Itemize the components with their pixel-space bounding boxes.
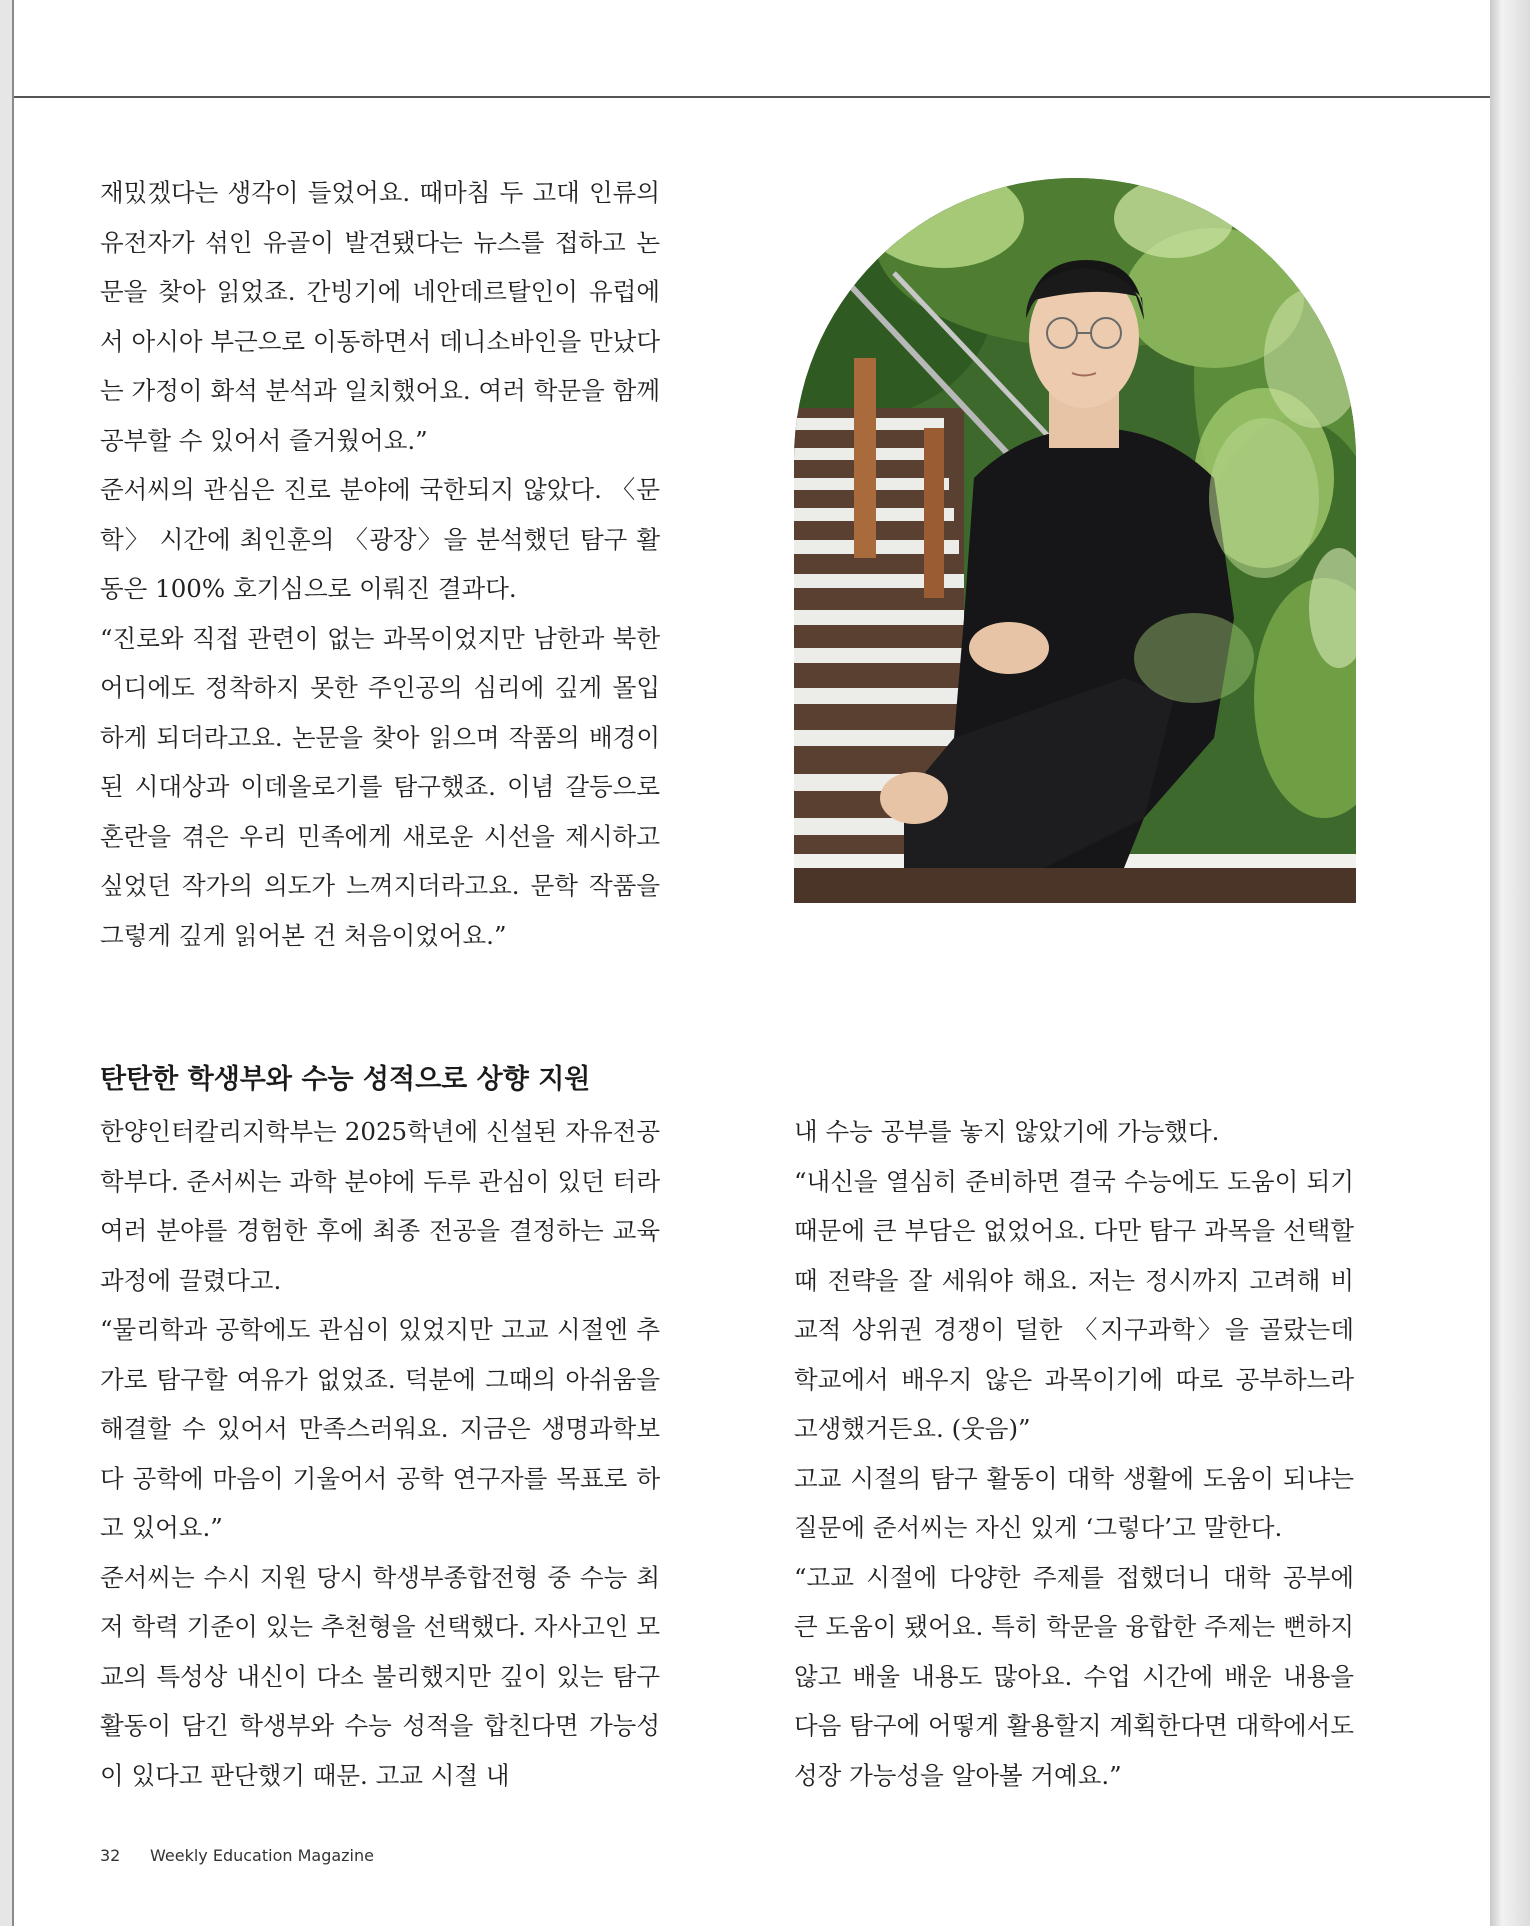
paragraph: “물리학과 공학에도 관심이 있었지만 고교 시절엔 추가로 탐구할 여유가 없었죠. 덕분에 그때의 아쉬움을 해결할 수 있어서 만족스러워요. 지금은 생명과학보다 공학에 마음이 기울어서 공학 연구자를 목표로 하고 있어요.”	[100, 1315, 660, 1542]
paragraph: “고교 시절에 다양한 주제를 접했더니 대학 공부에 큰 도움이 됐어요. 특히 학문을 융합한 주제는 뻔하지 않고 배울 내용도 많아요. 수업 시간에 배운 내용을 다음 탐구에 어떻게 활용할지 계획한다면 대학에서도 성장 가능성을 알아볼 거예요.”	[794, 1562, 1354, 1790]
paragraph: 준서씨의 관심은 진로 분야에 국한되지 않았다. 〈문학〉 시간에 최인훈의 〈광장〉을 분석했던 탐구 활동은 100% 호기심으로 이뤄진 결과다.	[100, 475, 660, 603]
paragraph: 내 수능 공부를 놓지 않았기에 가능했다.	[794, 1117, 1220, 1146]
page-edge-shadow	[1490, 0, 1530, 1926]
paragraph: 한양인터칼리지학부는 2025학년에 신설된 자유전공학부다. 준서씨는 과학 분야에 두루 관심이 있던 터라 여러 분야를 경험한 후에 최종 전공을 결정하는 교육과정에 끌렸다고.	[100, 1117, 660, 1295]
article-column-bottom-right	[794, 1107, 1354, 1800]
header-rule	[14, 96, 1492, 98]
article-column-top-left	[100, 168, 660, 960]
paragraph: 재밌겠다는 생각이 들었어요. 때마침 두 고대 인류의 유전자가 섞인 유골이 발견됐다는 뉴스를 접하고 논문을 찾아 읽었죠. 간빙기에 네안데르탈인이 유럽에서 아시아 부근으로 이동하면서 데니소바인을 만났다는 가정이 화석 분석과 일치했어요. 여러 학문을 함께 공부할 수 있어서 즐거웠어요.”	[100, 178, 660, 455]
paragraph: 고교 시절의 탐구 활동이 대학 생활에 도움이 되냐는 질문에 준서씨는 자신 있게 ‘그렇다’고 말한다.	[794, 1463, 1354, 1542]
magazine-title: Weekly Education Magazine	[150, 1846, 374, 1865]
paragraph: 준서씨는 수시 지원 당시 학생부종합전형 중 수능 최저 학력 기준이 있는 추천형을 선택했다. 자사고인 모교의 특성상 내신이 다소 불리했지만 깊이 있는 탐구 활동이 담긴 학생부와 수능 성적을 합친다면 가능성이 있다고 판단했기 때문. 고교 시절 내	[100, 1562, 660, 1790]
section-heading: 탄탄한 학생부와 수능 성적으로 상향 지원	[100, 1064, 591, 1095]
article-column-bottom-left	[100, 1107, 660, 1800]
page-footer	[100, 1846, 374, 1865]
paragraph: “진로와 직접 관련이 없는 과목이었지만 남한과 북한 어디에도 정착하지 못한 주인공의 심리에 깊게 몰입하게 되더라고요. 논문을 찾아 읽으며 작품의 배경이 된 시대상과 이데올로기를 탐구했죠. 이념 갈등으로 혼란을 겪은 우리 민족에게 새로운 시선을 제시하고 싶었던 작가의 의도가 느껴지더라고요. 문학 작품을 그렇게 깊게 읽어본 건 처음이었어요.”	[100, 623, 660, 950]
paragraph: “내신을 열심히 준비하면 결국 수능에도 도움이 되기 때문에 큰 부담은 없었어요. 다만 탐구 과목을 선택할 때 전략을 잘 세워야 해요. 저는 정시까지 고려해 비교적 상위권 경쟁이 덜한 〈지구과학〉을 골랐는데 학교에서 배우지 않은 과목이기에 따로 공부하느라 고생했거든요. (웃음)”	[794, 1166, 1354, 1443]
page-number: 32	[100, 1846, 121, 1865]
portrait-photo-arch	[794, 178, 1356, 903]
portrait-photo	[794, 178, 1356, 903]
